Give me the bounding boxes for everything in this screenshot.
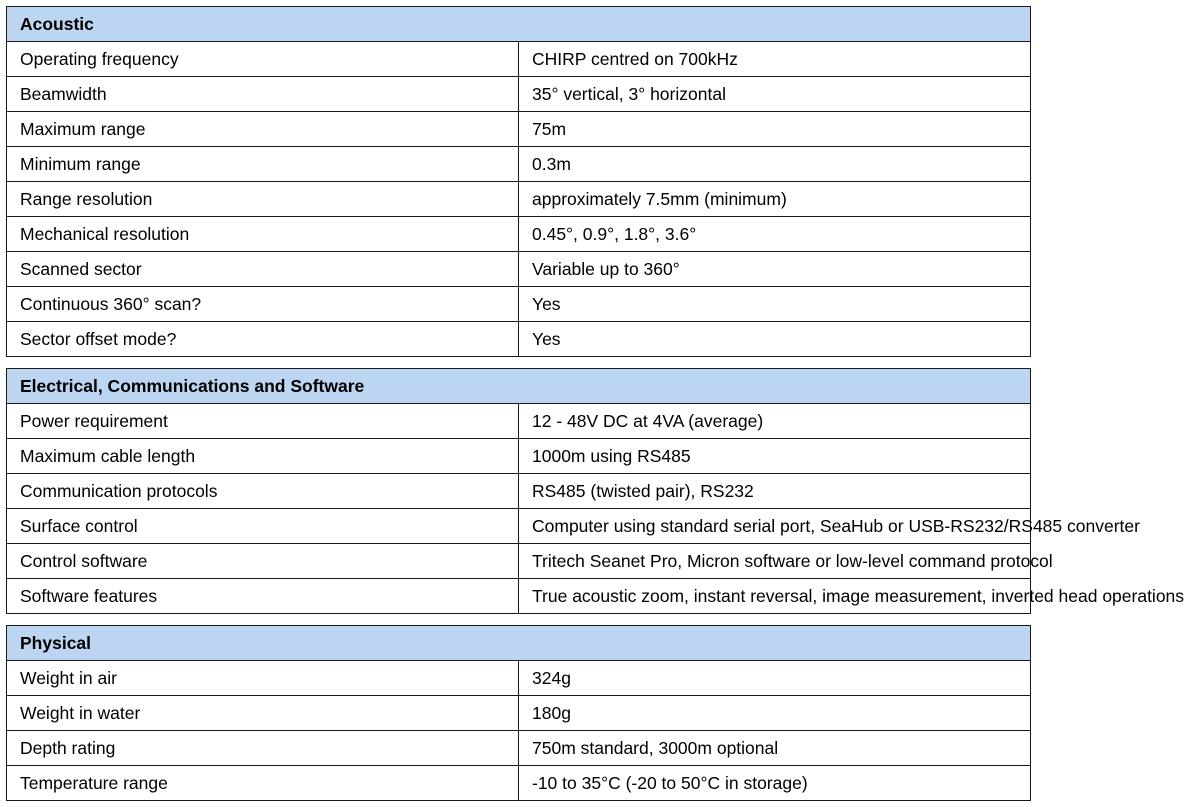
table-row — [7, 112, 1031, 147]
table-row — [7, 661, 1031, 696]
acoustic-section — [6, 6, 1031, 357]
spec-value: Tritech Seanet Pro, Micron software or low-level command protocol — [519, 544, 1031, 579]
acoustic-table — [6, 6, 1031, 357]
table-row — [7, 182, 1031, 217]
table-row — [7, 322, 1031, 357]
table-row — [7, 147, 1031, 182]
spec-value: 750m standard, 3000m optional — [519, 731, 1031, 766]
table-row — [7, 509, 1031, 544]
section-header-row — [7, 7, 1031, 42]
table-row — [7, 42, 1031, 77]
spec-value: 0.45°, 0.9°, 1.8°, 3.6° — [519, 217, 1031, 252]
electrical-table — [6, 368, 1184, 614]
spec-label: Weight in water — [7, 696, 519, 731]
spec-label: Maximum cable length — [7, 439, 519, 474]
table-row — [7, 404, 1031, 439]
table-row — [7, 287, 1031, 322]
spec-label: Mechanical resolution — [7, 217, 519, 252]
spec-value: 75m — [519, 112, 1031, 147]
spec-label: Maximum range — [7, 112, 519, 147]
spec-label: Software features — [7, 579, 519, 614]
section-title: Acoustic — [7, 7, 1031, 42]
table-row — [7, 474, 1031, 509]
spec-value: Yes — [519, 322, 1031, 357]
physical-table — [6, 625, 1031, 801]
spec-label: Control software — [7, 544, 519, 579]
spec-label: Continuous 360° scan? — [7, 287, 519, 322]
spec-label: Minimum range — [7, 147, 519, 182]
spec-label: Beamwidth — [7, 77, 519, 112]
spec-label: Scanned sector — [7, 252, 519, 287]
table-row — [7, 696, 1031, 731]
table-row — [7, 439, 1031, 474]
spec-label: Power requirement — [7, 404, 519, 439]
spec-value: 180g — [519, 696, 1031, 731]
spec-value: Yes — [519, 287, 1031, 322]
section-header-row — [7, 369, 1031, 404]
table-row — [7, 544, 1031, 579]
spec-value: 1000m using RS485 — [519, 439, 1031, 474]
spec-label: Communication protocols — [7, 474, 519, 509]
spec-value: -10 to 35°C (-20 to 50°C in storage) — [519, 766, 1031, 801]
spec-value: 12 - 48V DC at 4VA (average) — [519, 404, 1031, 439]
spec-label: Range resolution — [7, 182, 519, 217]
physical-section — [6, 625, 1031, 801]
table-row — [7, 731, 1031, 766]
spec-value: RS485 (twisted pair), RS232 — [519, 474, 1031, 509]
section-title: Electrical, Communications and Software — [7, 369, 1031, 404]
spec-value: 324g — [519, 661, 1031, 696]
spec-label: Surface control — [7, 509, 519, 544]
spec-label: Weight in air — [7, 661, 519, 696]
spec-label: Temperature range — [7, 766, 519, 801]
spec-value: 35° vertical, 3° horizontal — [519, 77, 1031, 112]
electrical-section — [6, 368, 1184, 614]
spec-value: Computer using standard serial port, SeaHub or USB-RS232/RS485 converter — [519, 509, 1031, 544]
spec-value: True acoustic zoom, instant reversal, image measurement, inverted head operations — [519, 579, 1031, 614]
section-title: Physical — [7, 626, 1031, 661]
table-row — [7, 579, 1031, 614]
table-row — [7, 77, 1031, 112]
table-row — [7, 766, 1031, 801]
spec-value: CHIRP centred on 700kHz — [519, 42, 1031, 77]
spec-label: Sector offset mode? — [7, 322, 519, 357]
table-row — [7, 252, 1031, 287]
table-row — [7, 217, 1031, 252]
spec-value: Variable up to 360° — [519, 252, 1031, 287]
spec-value: approximately 7.5mm (minimum) — [519, 182, 1031, 217]
spec-value: 0.3m — [519, 147, 1031, 182]
spec-label: Depth rating — [7, 731, 519, 766]
spec-label: Operating frequency — [7, 42, 519, 77]
section-header-row — [7, 626, 1031, 661]
